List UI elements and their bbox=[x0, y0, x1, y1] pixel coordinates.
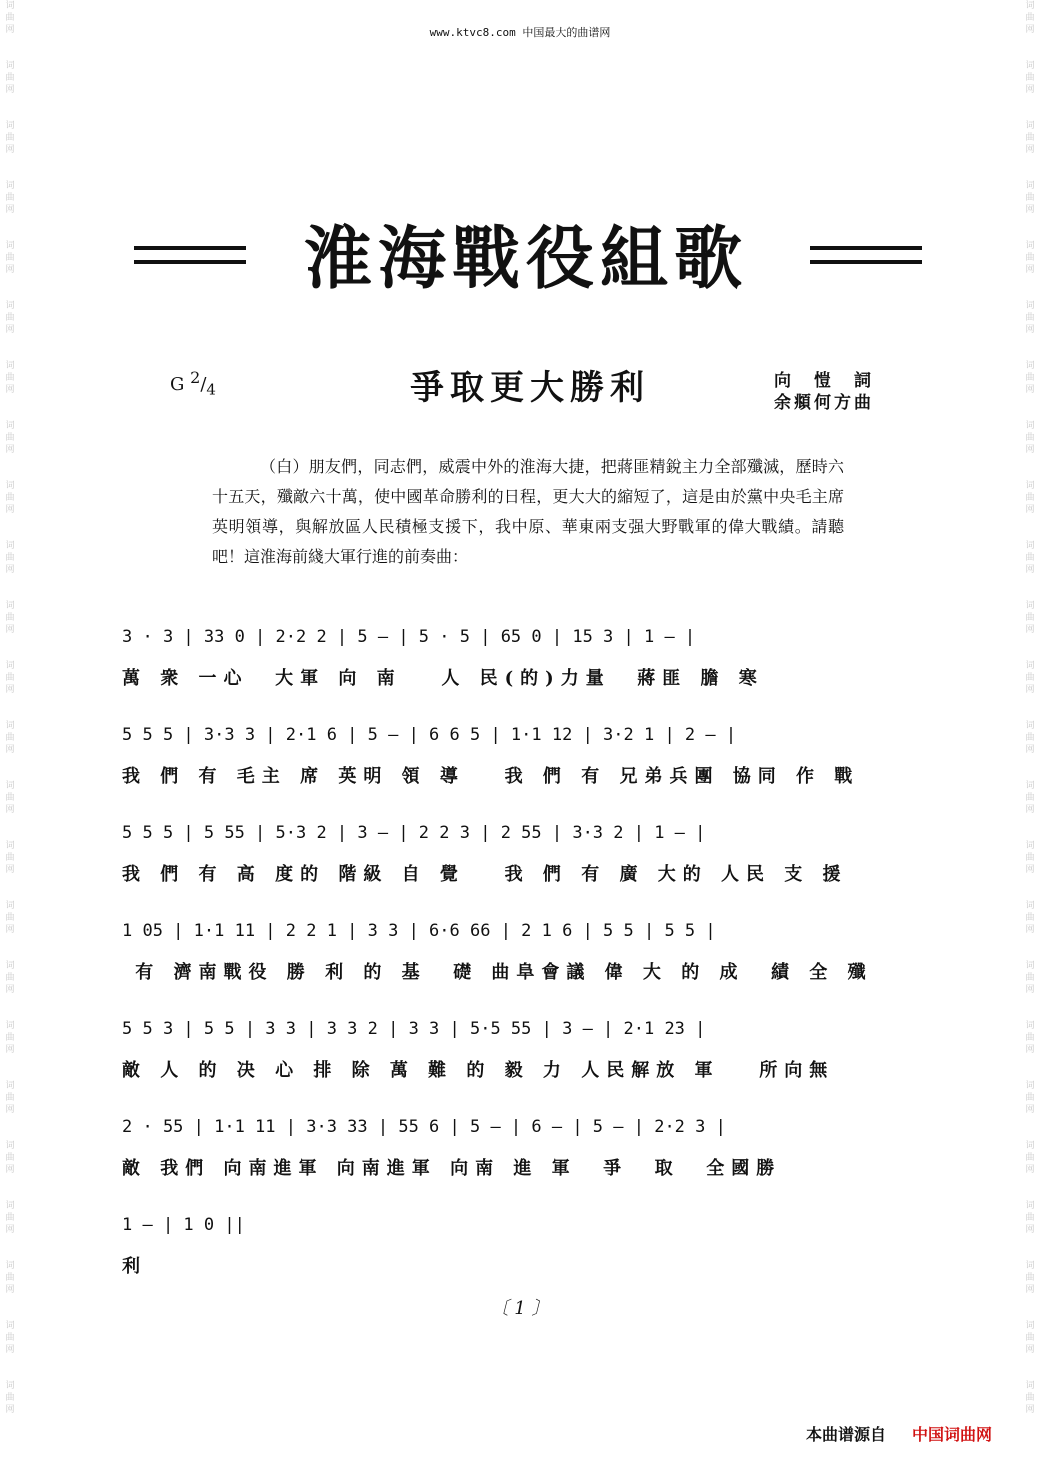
score-notes: 5 5 5 | 3·3 3 | 2·1 6 | 5 — | 6 6 5 | 1·1 12 | 3·2 1 | 2 — | bbox=[122, 725, 737, 745]
score-notes: 1 — | 1 0 || bbox=[122, 1215, 245, 1235]
watermark-mark: 词曲网 bbox=[1025, 241, 1035, 275]
watermark-mark: 词曲网 bbox=[5, 901, 15, 935]
composer-credit: 余頫何方曲 bbox=[774, 393, 874, 413]
watermark-mark: 词曲网 bbox=[1025, 721, 1035, 755]
watermark-mark: 词曲网 bbox=[1025, 1201, 1035, 1235]
watermark-mark: 词曲网 bbox=[1025, 181, 1035, 215]
watermark-right bbox=[1022, 0, 1038, 1440]
score-row bbox=[122, 718, 932, 792]
score-row bbox=[122, 816, 932, 890]
source-label: 本曲谱源自 bbox=[806, 1425, 887, 1444]
time-numerator: 2 bbox=[190, 368, 201, 387]
score-lyrics: 利 bbox=[122, 1256, 147, 1277]
lyricist-credit: 向 愷 詞 bbox=[774, 371, 874, 391]
watermark-mark: 词曲网 bbox=[1025, 121, 1035, 155]
watermark-mark: 词曲网 bbox=[1025, 421, 1035, 455]
watermark-mark: 词曲网 bbox=[5, 1381, 15, 1415]
watermark-mark: 词曲网 bbox=[1025, 61, 1035, 95]
score-row bbox=[122, 1208, 932, 1282]
collection-title: 淮海戰役組歌 bbox=[303, 220, 748, 299]
watermark-mark: 词曲网 bbox=[5, 1081, 15, 1115]
watermark-mark: 词曲网 bbox=[5, 601, 15, 635]
score-row bbox=[122, 620, 932, 694]
watermark-mark: 词曲网 bbox=[5, 361, 15, 395]
score-notes: 3 · 3 | 33 0 | 2·2 2 | 5 — | 5 · 5 | 65 0 | 15 3 | 1 — | bbox=[122, 627, 696, 647]
watermark-mark: 词曲网 bbox=[5, 961, 15, 995]
watermark-mark: 词曲网 bbox=[5, 301, 15, 335]
watermark-mark: 词曲网 bbox=[1025, 841, 1035, 875]
watermark-mark: 词曲网 bbox=[1025, 1141, 1035, 1175]
watermark-mark: 词曲网 bbox=[5, 1201, 15, 1235]
watermark-mark: 词曲网 bbox=[1025, 541, 1035, 575]
watermark-mark: 词曲网 bbox=[1025, 481, 1035, 515]
watermark-mark: 词曲网 bbox=[5, 421, 15, 455]
watermark-mark: 词曲网 bbox=[5, 721, 15, 755]
page-number: 〔 1 〕 bbox=[490, 1298, 550, 1319]
watermark-mark: 词曲网 bbox=[1025, 1, 1035, 35]
title-bar-left bbox=[134, 236, 246, 278]
watermark-mark: 词曲网 bbox=[5, 61, 15, 95]
score-lyrics: 萬 衆 一心 大軍 向 南 人 民(的)力量 蔣匪 膽 寒 bbox=[122, 668, 764, 689]
watermark-mark: 词曲网 bbox=[5, 1, 15, 35]
key-signature: G $^2/_4$ bbox=[170, 368, 216, 399]
score-notes: 5 5 5 | 5 55 | 5·3 2 | 3 — | 2 2 3 | 2 55 | 3·3 2 | 1 — | bbox=[122, 823, 706, 843]
watermark-mark: 词曲网 bbox=[5, 841, 15, 875]
key-letter: G bbox=[170, 374, 185, 395]
watermark-mark: 词曲网 bbox=[5, 481, 15, 515]
watermark-mark: 词曲网 bbox=[1025, 1381, 1035, 1415]
watermark-mark: 词曲网 bbox=[1025, 301, 1035, 335]
watermark-mark: 词曲网 bbox=[5, 1141, 15, 1175]
score-lyrics: 我 們 有 毛主 席 英明 領 導 我 們 有 兄弟兵團 協同 作 戰 bbox=[122, 766, 860, 787]
watermark-left bbox=[2, 0, 18, 1440]
score-lyrics: 敵 人 的 决 心 排 除 萬 難 的 毅 力 人民解放 軍 所向無 bbox=[122, 1060, 835, 1081]
title-bar-right bbox=[810, 236, 922, 278]
watermark-mark: 词曲网 bbox=[1025, 661, 1035, 695]
score-lyrics: 我 們 有 高 度的 階級 自 覺 我 們 有 廣 大的 人民 支 援 bbox=[122, 864, 848, 885]
watermark-mark: 词曲网 bbox=[1025, 901, 1035, 935]
watermark-mark: 词曲网 bbox=[5, 661, 15, 695]
watermark-mark: 词曲网 bbox=[5, 1021, 15, 1055]
score-lyrics: 有 濟南戰役 勝 利 的 基 礎 曲阜會議 偉 大 的 成 績 全 殲 bbox=[122, 962, 873, 983]
score-notes: 2 · 55 | 1·1 11 | 3·3 33 | 55 6 | 5 — | 6 — | 5 — | 2·2 3 | bbox=[122, 1117, 726, 1137]
site-url[interactable]: www.ktvc8.com 中国最大的曲谱网 bbox=[429, 26, 611, 39]
score-row bbox=[122, 1012, 932, 1086]
score-lyrics: 敵 我們 向南進軍 向南進軍 向南 進 軍 爭 取 全國勝 bbox=[122, 1158, 782, 1179]
score-row bbox=[122, 1110, 932, 1184]
score-notes: 1 05 | 1·1 11 | 2 2 1 | 3 3 | 6·6 66 | 2 1 6 | 5 5 | 5 5 | bbox=[122, 921, 716, 941]
watermark-mark: 词曲网 bbox=[1025, 1081, 1035, 1115]
watermark-mark: 词曲网 bbox=[1025, 1321, 1035, 1355]
intro-text: （白）朋友們，同志們，威震中外的淮海大捷，把蔣匪精銳主力全部殲滅，歷時六十五天，殲敵六十萬，使中國革命勝利的日程，更大大的縮短了，這是由於黨中央毛主席英明領導，與解放區人民積極支援下，我中原、華東兩支强大野戰軍的偉大戰績。請聽吧！這淮海前綫大軍行進的前奏曲： bbox=[212, 457, 844, 566]
time-denominator: 4 bbox=[206, 380, 216, 399]
watermark-mark: 词曲网 bbox=[5, 241, 15, 275]
source-brand[interactable]: 中国词曲网 bbox=[912, 1425, 993, 1444]
song-title: 爭取更大勝利 bbox=[410, 368, 650, 408]
intro-paragraph bbox=[212, 452, 844, 572]
watermark-mark: 词曲网 bbox=[1025, 601, 1035, 635]
watermark-mark: 词曲网 bbox=[1025, 781, 1035, 815]
watermark-mark: 词曲网 bbox=[1025, 1021, 1035, 1055]
watermark-mark: 词曲网 bbox=[1025, 961, 1035, 995]
score-notes: 5 5 3 | 5 5 | 3 3 | 3 3 2 | 3 3 | 5·5 55 | 3 — | 2·1 23 | bbox=[122, 1019, 706, 1039]
score-row bbox=[122, 914, 932, 988]
watermark-mark: 词曲网 bbox=[5, 181, 15, 215]
watermark-mark: 词曲网 bbox=[5, 781, 15, 815]
source-footer bbox=[806, 1422, 992, 1445]
watermark-mark: 词曲网 bbox=[5, 1321, 15, 1355]
watermark-mark: 词曲网 bbox=[5, 541, 15, 575]
watermark-mark: 词曲网 bbox=[5, 121, 15, 155]
watermark-mark: 词曲网 bbox=[5, 1261, 15, 1295]
watermark-mark: 词曲网 bbox=[1025, 1261, 1035, 1295]
watermark-mark: 词曲网 bbox=[1025, 361, 1035, 395]
